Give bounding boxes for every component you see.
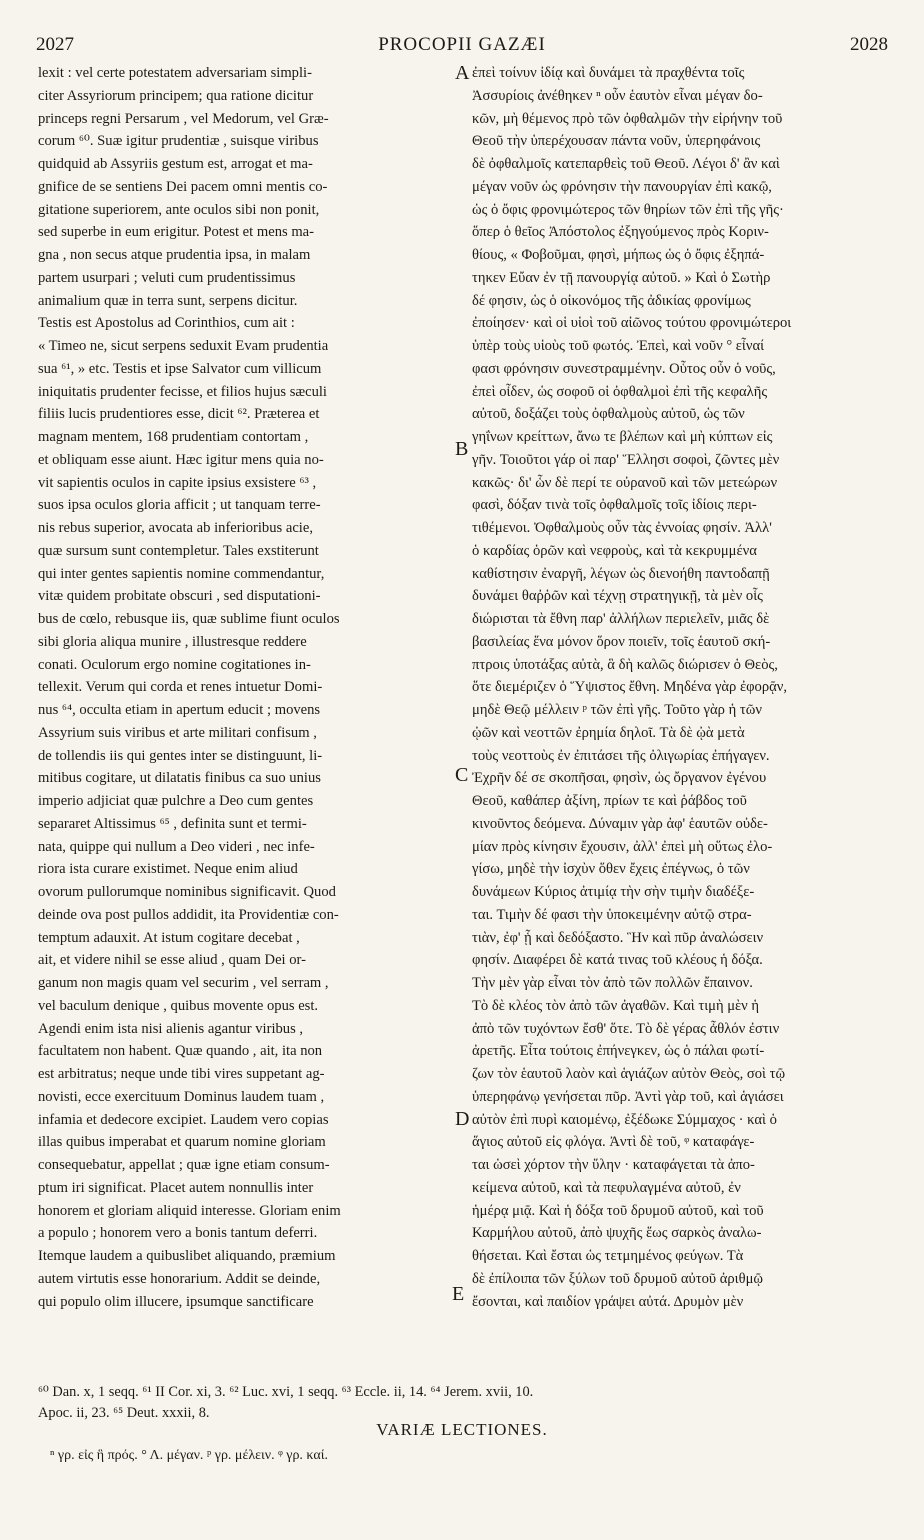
latin-text-line: nis rebus superior, avocata ab inferioribus acie, <box>38 520 313 536</box>
greek-text-line: μέγαν νοῦν ὡς φρόνησιν τὴν πανουργίαν ἐπὶ κακῷ, <box>472 178 772 195</box>
latin-text-line: princeps regni Persarum , vel Medorum, vel Græ- <box>38 110 329 127</box>
page-number-left: 2027 <box>36 34 74 55</box>
greek-text-line: ἅγιος αὐτοῦ εἰς φλόγα. Ἀντὶ δὲ τοῦ, ᵠ καταφάγε- <box>472 1134 755 1151</box>
latin-text-line: Testis est Apostolus ad Corinthios, cum ait : <box>38 315 295 332</box>
latin-text-line: Assyrium suis viribus et arte militari confisum , <box>38 724 317 741</box>
variae-lectiones-title: VARIÆ LECTIONES. <box>376 1420 548 1439</box>
greek-text-line: ἐποίησεν· καὶ οἱ υἱοὶ τοῦ αἰῶνος τούτου φρονιμώτεροι <box>472 315 792 332</box>
greek-text-line: ται ὡσεὶ χόρτον τὴν ὕλην · καταφάγεται τὰ ἀπο- <box>472 1157 755 1173</box>
latin-text-line: nata, quippe qui nullum a Deo videri , nec infe- <box>38 838 315 855</box>
greek-text-line: ὁ καρδίας ὁρῶν καὶ νεφροὺς, καὶ τὰ κεκρυμμένα <box>472 542 757 559</box>
running-title: PROCOPII GAZÆI <box>378 34 546 55</box>
greek-text-line: κινοῦντος δεόμενα. Δύναμιν γὰρ ἀφ' ἑαυτῶν οὐδε- <box>472 815 768 832</box>
greek-text-line: φησίν. Διαφέρει δὲ κατά τινας τοῦ κλέους ἡ δόξα. <box>472 952 763 969</box>
greek-text-line: Τὴν μὲν γὰρ εἶναι τὸν ἀπὸ τῶν πολλῶν ἔπαινον. <box>472 975 753 991</box>
greek-text-line: τιθέμενοι. Ὀφθαλμοὺς οὖν τὰς ἐννοίας φησίν. Ἀλλ' <box>472 520 772 536</box>
latin-text-line: temptum adauxit. At istum cogitare decebat , <box>38 929 300 946</box>
greek-text-line: αὐτὸν ἐπὶ πυρὶ καιομένῳ, ἐξέδωκε Σύμμαχος · καὶ ὁ <box>472 1111 777 1128</box>
latin-text-line: iniquitatis prudenter fecisse, et filios hujus sæculi <box>38 383 327 400</box>
latin-text-line: vel baculum denique , quibus movente opus est. <box>38 997 319 1014</box>
margin-marker-b: B <box>455 438 469 460</box>
greek-text-line: Θεοῦ, καθάπερ ἀξίνη, πρίων τε καὶ ῥάβδος τοῦ <box>472 793 747 809</box>
latin-text-line: de tollendis iis qui gentes inter se distinguunt, li- <box>38 747 323 764</box>
latin-text-line: consequebatur, appellat ; quæ igne etiam consum- <box>38 1157 330 1173</box>
latin-text-line: gna , non secus atque prudentia ipsa, in malam <box>38 247 311 263</box>
latin-text-line: quidquid ab Assyriis gestum est, arrogat et ma- <box>38 156 313 172</box>
greek-text-line: δέ φησιν, ὡς ὁ οἰκονόμος τῆς ἀδικίας φρονίμως <box>472 292 751 309</box>
latin-text-line: imperio adjiciat quæ pulchre a Deo cum gentes <box>38 793 314 809</box>
latin-text-line: est arbitratus; neque unde tibi vires suppetant ag- <box>38 1066 325 1082</box>
greek-text-line: θήσεται. Καὶ ἔσται ὡς τετμημένος φεύγων. Τὰ <box>472 1248 744 1264</box>
greek-text-line: δὲ ὀφθαλμοῖς κατεπαρθεὶς τοῦ Θεοῦ. Λέγοι δ' ἂν καὶ <box>472 156 780 172</box>
latin-text-line: gnifice de se sentiens Dei pacem omni mentis co- <box>38 178 328 195</box>
latin-text-line: conati. Oculorum ergo nomine cogitationes in- <box>38 656 311 673</box>
greek-text-line: ται. Τιμὴν δέ φασι τὴν ὑποκειμένην αὐτῷ στρα- <box>472 906 752 923</box>
latin-text-line: partem usurpari ; veluti cum prudentissimus <box>38 269 296 286</box>
latin-text-line: Agendi enim ista nisi alienis agantur viribus , <box>38 1020 304 1037</box>
greek-text-line: τοὺς νεοττοὺς ἐν ἐπιτάσει τῆς ὀλιγωρίας ἐπήγαγεν. <box>472 747 770 764</box>
latin-text-line: mitibus cogitare, ut dilatatis finibus ca suo unius <box>38 770 321 787</box>
greek-text-line: διώρισται τὰ ἔθνη παρ' ἀλλήλων περιελεῖν, μιᾶς δὲ <box>472 611 770 627</box>
greek-text-line: τηκεν Εὔαν ἐν τῇ πανουργίᾳ αὐτοῦ. » Καὶ ὁ Σωτὴρ <box>472 269 771 286</box>
greek-text-line: ἀρετῆς. Εἶτα τούτοις ἐπήνεγκεν, ὡς ὁ πάλαι φωτί- <box>472 1043 765 1060</box>
latin-text-line: infamia et dedecore excipiet. Laudem vero copias <box>38 1111 329 1128</box>
margin-marker-c: C <box>455 764 469 786</box>
page-number-right: 2028 <box>850 34 888 55</box>
greek-column <box>472 62 892 1313</box>
latin-text-line: novisti, ecce exercituum Dominus laudem tuam , <box>38 1088 325 1105</box>
latin-text-line: sua ⁶¹, » etc. Testis et ipse Salvator cum villicum <box>38 360 322 377</box>
greek-text-line: ἡμέρᾳ μιᾷ. Καὶ ἡ δόξα τοῦ δρυμοῦ αὐτοῦ, καὶ τοῦ <box>472 1202 764 1219</box>
latin-text-line: citer Assyriorum principem; qua ratione dicitur <box>38 87 314 104</box>
greek-text-line: ᾠῶν καὶ νεοττῶν ἐρημία δηλοῖ. Τὰ δὲ ᾠὰ μετὰ <box>472 724 745 741</box>
latin-text-line: ptum iri significat. Placet autem nonnullis inter <box>38 1179 314 1196</box>
greek-text-line: γηΐνων κρείττων, ἄνω τε βλέπων καὶ μὴ κύπτων εἰς <box>472 429 773 445</box>
greek-text-line: ἀπὸ τῶν τυχόντων ἔσθ' ὅτε. Τὸ δὲ γέρας ἆθλόν ἐστιν <box>472 1020 780 1037</box>
latin-text-line: honorem et gloriam aliquid interesse. Gloriam enim <box>38 1202 341 1219</box>
latin-text-line: nus ⁶⁴, occulta etiam in apertum educit ; movens <box>38 702 321 718</box>
greek-text-line: ἐπεὶ τοίνυν ἰδίᾳ καὶ δυνάμει τὰ πραχθέντα τοῖς <box>472 65 745 81</box>
greek-text-line: ζων τὸν ἑαυτοῦ λαὸν καὶ ἁγιάζων αὐτὸν Θεὸς, σοὶ τῷ <box>472 1066 786 1082</box>
margin-marker-d: D <box>455 1108 470 1130</box>
greek-text-line: γίσω, μηδὲ τὴν ἰσχὺν ὅθεν ἔχεις ἐπέγνως, ὁ τῶν <box>472 861 750 878</box>
greek-text-line: ἐπεὶ οἶδεν, ὡς σοφοῦ οἱ ὀφθαλμοὶ ἐπὶ τῆς κεφαλῆς <box>472 383 768 400</box>
greek-text-line: πτροις ὑποτάξας αὐτὰ, ἃ δὴ καλῶς διώρισεν ὁ Θεὸς, <box>472 656 778 673</box>
latin-text-line: ovorum pullorumque nominibus significavit. Quod <box>38 884 336 900</box>
latin-text-line: facultatem non habent. Quæ quando , ait, ita non <box>38 1043 323 1060</box>
latin-text-line: Itemque laudem a quibuslibet aliquando, præmium <box>38 1248 336 1264</box>
greek-text-line: Τὸ δὲ κλέος τὸν ἀπὸ τῶν ἀγαθῶν. Καὶ τιμὴ μὲν ἡ <box>472 997 760 1014</box>
latin-column <box>38 62 452 1313</box>
latin-text-line: autem virtutis esse honorarium. Addit se deinde, <box>38 1270 321 1287</box>
latin-text-line: bus de cœlo, rebusque iis, quæ sublime fiunt oculos <box>38 611 340 627</box>
latin-text-line: ait, et videre nihil se esse aliud , quam Dei or- <box>38 952 306 969</box>
variae-lectiones-text: ⁿ γρ. εἰς ἣ πρός. ° Λ. μέγαν. ᵖ γρ. μέλειν. ᵠ γρ. καί. <box>50 1448 328 1463</box>
greek-text-line: ὡς ὁ ὄφις φρονιμώτερος τῶν θηρίων τῶν ἐπὶ τῆς γῆς· <box>472 201 784 218</box>
latin-text-line: illas quibus imperabat et quarum nomine gloriam <box>38 1134 326 1151</box>
greek-text-line: φασὶ, δόξαν τινὰ τοῖς ὀφθαλμοῖς τοῖς ἰδίοις περι- <box>472 497 757 514</box>
latin-text-line: animalium quæ in terra sunt, serpens dicitur. <box>38 292 298 309</box>
greek-text-line: φασι φρόνησιν συνεστραμμένην. Οὗτος οὖν ὁ νοῦς, <box>472 360 776 377</box>
latin-text-line: quæ sursum sunt contempletur. Tales exstiterunt <box>38 542 319 559</box>
footnotes <box>38 1382 898 1424</box>
latin-text-line: ganum non magis quam vel securim , vel serram , <box>38 975 329 991</box>
greek-text-line: κῶν, μὴ θέμενος πρὸ τῶν ὀφθαλμῶν τὴν εἰρήνην τοῦ <box>472 110 783 127</box>
latin-text-line: filiis lucis prudentiores esse, dicit ⁶². Præterea et <box>38 406 320 423</box>
latin-text-line: magnam mentem, 168 prudentiam contortam , <box>38 429 309 445</box>
latin-text-line: vit sapientis oculos in capite ipsius exsistere ⁶³ , <box>38 474 317 491</box>
greek-text-line: ἔσονται, καὶ παιδίον γράψει αὐτά. Δρυμὸν μὲν <box>472 1293 744 1310</box>
latin-text-line: « Timeo ne, sicut serpens seduxit Evam prudentia <box>38 338 329 354</box>
latin-text-line: et obliquam esse aiunt. Hæc igitur mens quia no- <box>38 451 324 468</box>
footnote-line: ⁶⁰ Dan. x, 1 seqq. ⁶¹ II Cor. xi, 3. ⁶² Luc. xvi, 1 seqq. ⁶³ Eccle. ii, 14. ⁶⁴ Jerem. xvii, 10. <box>38 1384 534 1400</box>
latin-text-line: separaret Altissimus ⁶⁵ , definita sunt et termi- <box>38 815 307 832</box>
greek-text-line: τιὰν, ἐφ' ᾗ καὶ δεδόξαστο. Ἣν καὶ πῦρ ἀναλώσειν <box>472 929 764 946</box>
greek-text-line: μίαν πρὸς κίνησιν ἔχουσιν, ἀλλ' ἐπεὶ μὴ οὕτως ἐλο- <box>472 838 773 855</box>
latin-text-line: qui inter gentes sapientis nomine commendantur, <box>38 565 325 582</box>
greek-text-line: Ἀσσυρίοις ἀνέθηκεν ⁿ οὖν ἑαυτὸν εἶναι μέγαν δο- <box>472 87 763 104</box>
greek-text-line: μηδὲ Θεῷ μέλλειν ᵖ τῶν ἐπὶ γῆς. Τοῦτο γὰρ ἡ τῶν <box>472 702 762 718</box>
greek-text-line: ὅτε διεμέριζεν ὁ Ὕψιστος ἔθνη. Μηδένα γὰρ ἐφορᾷν, <box>472 679 788 696</box>
latin-text-line: a populo ; honorem vero a bonis tantum deferri. <box>38 1225 318 1242</box>
greek-text-line: ὅπερ ὁ θεῖος Ἀπόστολος ἐξηγούμενος πρὸς Κοριν- <box>472 224 769 241</box>
latin-text-line: sed superbe in eum erigitur. Potest et mens ma- <box>38 224 315 241</box>
margin-marker-e: E <box>452 1283 465 1305</box>
greek-text-line: δὲ ἐπίλοιπα τῶν ξύλων τοῦ δρυμοῦ αὐτοῦ ἀριθμῷ <box>472 1270 764 1287</box>
latin-text-line: lexit : vel certe potestatem adversariam simpli- <box>38 65 312 81</box>
greek-text-line: γῆν. Τοιοῦτοι γάρ οἱ παρ' Ἕλλησι σοφοὶ, ζῶντες μὲν <box>472 451 780 468</box>
page-header <box>36 34 888 58</box>
footnote-line: Apoc. ii, 23. ⁶⁵ Deut. xxxii, 8. <box>38 1405 210 1421</box>
greek-text-line: κείμενα αὐτοῦ, καὶ τὰ πεφυλαγμένα αὐτοῦ, ἐν <box>472 1179 741 1196</box>
greek-text-line: ὑπερηφάνῳ γενήσεται πῦρ. Ἀντὶ γὰρ τοῦ, καὶ ἁγιάσει <box>472 1088 784 1105</box>
greek-text-line: Θεοῦ τὴν ὑπερέχουσαν πάντα νοῦν, ὑπερηφάνοις <box>472 133 761 150</box>
latin-text-line: gitatione superiorem, ante oculos sibi non ponit, <box>38 201 320 218</box>
greek-text-line: καθίστησιν ἐναργῆ, λέγων ὡς διενοήθη παντοδαπῇ <box>472 565 770 582</box>
latin-text-line: sibi gloria aliqua munire , illustresque reddere <box>38 633 307 650</box>
greek-text-line: ὑπὲρ τοὺς υἱοὺς τοῦ φωτός. Ἐπεὶ, καὶ νοῦν ° εἶναί <box>472 338 765 354</box>
latin-text-line: corum ⁶⁰. Suæ igitur prudentiæ , suisque viribus <box>38 133 319 150</box>
greek-text-line: βασιλείας ἕνα μόνον ὅρον ποιεῖν, τοῖς ἑαυτοῦ σκή- <box>472 633 771 650</box>
greek-text-line: κακῶς· δι' ὧν δὲ περί τε οὐρανοῦ καὶ τῶν μετεώρων <box>472 474 778 491</box>
latin-text-line: qui populo olim illucere, ipsumque sanctificare <box>38 1293 314 1310</box>
latin-text-line: riora ista curare existimet. Neque enim aliud <box>38 861 298 878</box>
greek-text-line: δυνάμει θαῤῥῶν καὶ τέχνῃ στρατηγικῇ, τὰ μὲν οἷς <box>472 588 763 605</box>
greek-text-line: αὐτοῦ, δοξάζει τοὺς ὀφθαλμοὺς αὐτοῦ, ὡς τῶν <box>472 406 745 423</box>
latin-text-line: suos ipsa oculos gloria afficit ; ut tanquam terre- <box>38 497 321 514</box>
margin-marker-a: A <box>455 62 470 84</box>
greek-text-line: Ἐχρῆν δέ σε σκοπῆσαι, φησὶν, ὡς ὄργανον ἐγένου <box>472 770 767 787</box>
latin-text-line: tellexit. Verum qui corda et renes intuetur Domi- <box>38 679 323 696</box>
greek-text-line: Καρμήλου αὐτοῦ, ἀπὸ ψυχῆς ἕως σαρκὸς ἀναλω- <box>472 1225 762 1242</box>
latin-text-line: deinde ova post pullos addidit, ita Providentiæ con- <box>38 906 339 923</box>
greek-text-line: δυνάμεων Κύριος ἀτιμίᾳ τὴν σὴν τιμὴν διαδέξε- <box>472 884 755 900</box>
latin-text-line: vitæ quidem probitate obscuri , sed disputationi- <box>38 588 321 605</box>
greek-text-line: θίους, « Φοβοῦμαι, φησὶ, μήπως ὡς ὁ ὄφις ἐξηπά- <box>472 247 765 263</box>
